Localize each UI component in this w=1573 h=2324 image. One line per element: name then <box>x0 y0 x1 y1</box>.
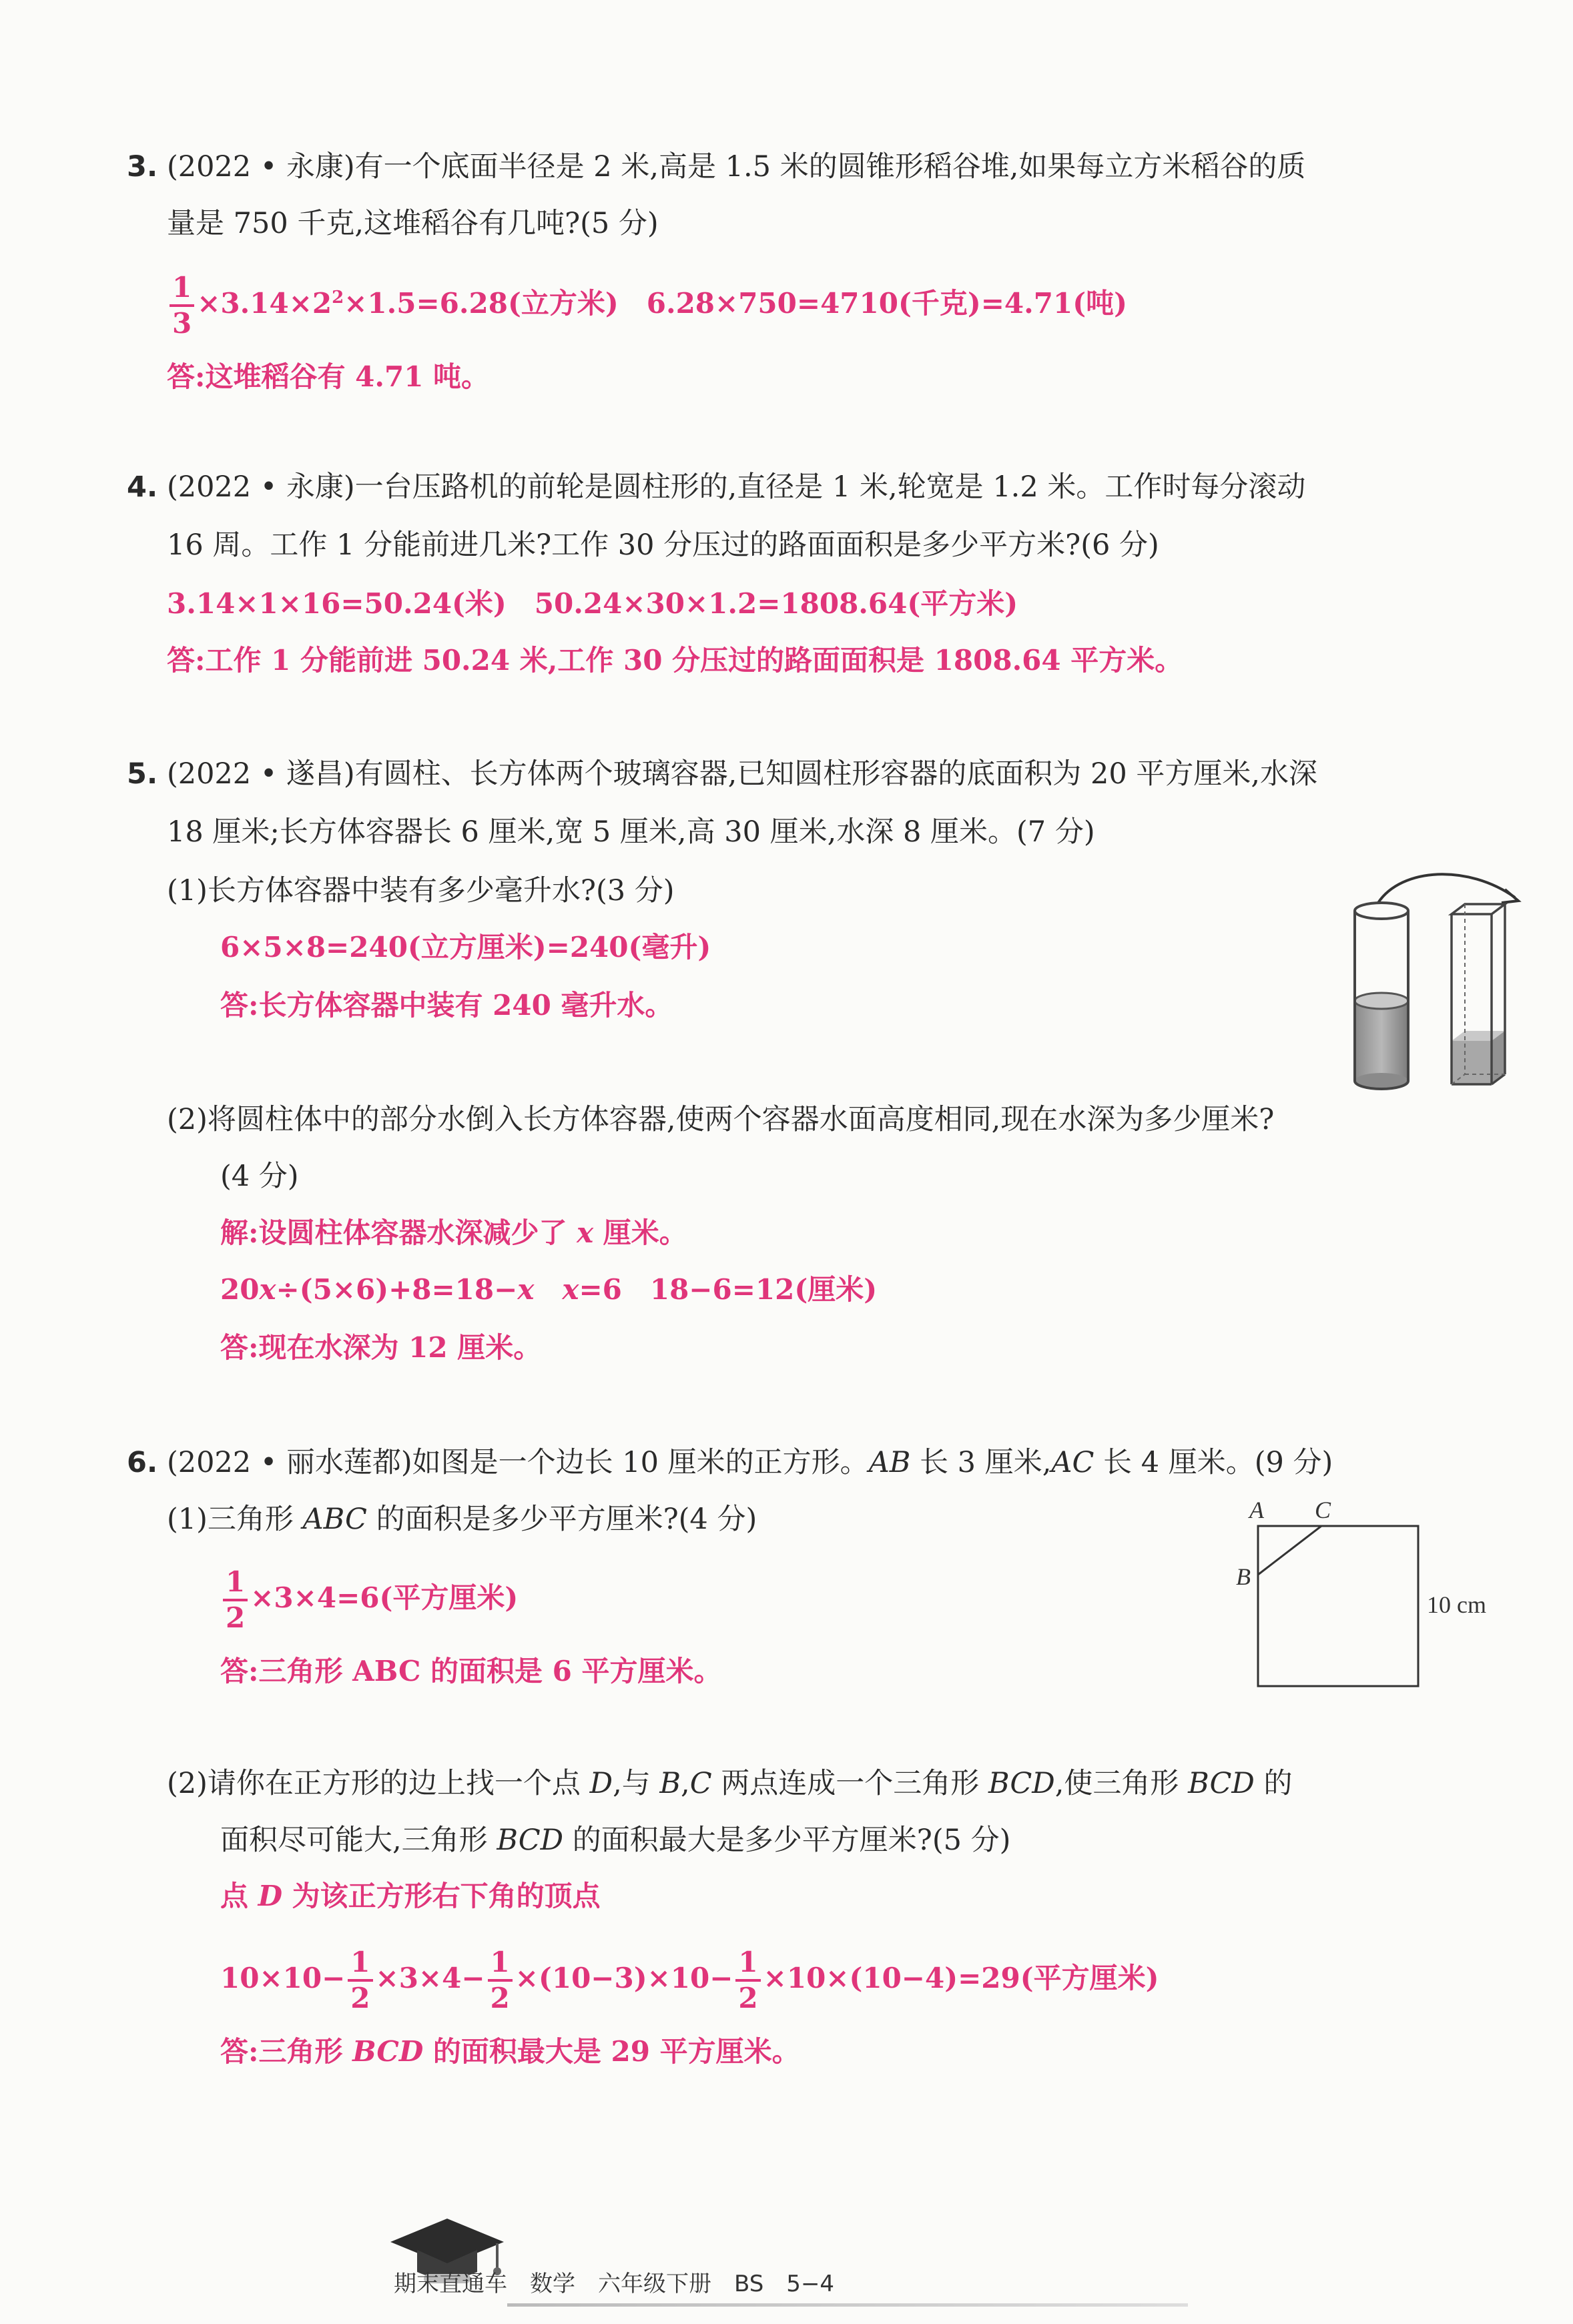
question-number: 3. <box>127 150 158 183</box>
label-a: A <box>1249 1497 1264 1523</box>
answer: 答:三角形 ABC 的面积是 6 平方厘米。 <box>220 1655 722 1687</box>
fraction: $\frac{1}{2}$ <box>223 1568 248 1632</box>
calculation: 6×5×8=240(立方厘米)=240(毫升) <box>220 931 711 963</box>
question-text: 量是 750 千克,这堆稻谷有几吨?(5 分) <box>167 207 659 240</box>
footer-text: 期末直通车 数学 六年级下册 BS 5−4 <box>394 2271 835 2297</box>
containers-figure <box>1341 864 1542 1091</box>
fraction: $\frac{1}{2}$ <box>348 1948 372 2012</box>
question-text: (2022 • 永康)一台压路机的前轮是圆柱形的,直径是 1 米,轮宽是 1.2 米。工作时每分滚动 <box>166 470 1306 504</box>
pour-arrow <box>1378 874 1515 903</box>
fraction: $\frac{1}{2}$ <box>488 1948 513 2012</box>
question-number: 5. <box>127 757 158 791</box>
sub-question-2-line-2: 面积尽可能大,三角形 BCD 的面积最大是多少平方厘米?(5 分) <box>220 1824 1011 1857</box>
segment-bc <box>1258 1526 1321 1575</box>
question-text: (2022 • 遂昌)有圆柱、长方体两个玻璃容器,已知圆柱形容器的底面积为 20 平方厘米,水深 <box>166 757 1318 791</box>
question-text: (2022 • 永康)有一个底面半径是 2 米,高是 1.5 米的圆锥形稻谷堆,如果每立方米稻谷的质 <box>166 150 1306 183</box>
answer: 答:长方体容器中装有 240 毫升水。 <box>220 989 673 1022</box>
question-text: 18 厘米;长方体容器长 6 厘米,宽 5 厘米,高 30 厘米,水深 8 厘米。(7 分) <box>167 815 1095 849</box>
sub-question-1: (1)三角形 ABC 的面积是多少平方厘米?(4 分) <box>167 1503 757 1536</box>
fraction: $\frac{1}{2}$ <box>735 1948 760 2012</box>
answer: 答:这堆稻谷有 4.71 吨。 <box>167 360 490 393</box>
fraction: $\frac{1}{3}$ <box>170 274 194 338</box>
question-number: 6. <box>127 1446 158 1479</box>
sub-question-2: (2)将圆柱体中的部分水倒入长方体容器,使两个容器水面高度相同,现在水深为多少厘米? <box>167 1103 1275 1136</box>
cuboid-container <box>1452 904 1505 1084</box>
label-b: B <box>1236 1563 1251 1590</box>
calculation: $\frac{1}{2}$ ×3×4=6(平方厘米) <box>220 1568 518 1632</box>
calculation: 3.14×1×16=50.24(米) 50.24×30×1.2=1808.64(平方米) <box>167 587 1018 620</box>
calculation: 10×10− $\frac{1}{2}$ ×3×4− $\frac{1}{2}$ ×(10−3)×10− $\frac{1}{2}$ ×10×(10−4)=29(平方厘米) <box>220 1946 1159 2014</box>
answer: 答:工作 1 分能前进 50.24 米,工作 30 分压过的路面面积是 1808.64 平方米。 <box>167 644 1183 677</box>
square <box>1258 1526 1418 1686</box>
answer: 答:现在水深为 12 厘米。 <box>220 1331 542 1364</box>
sub-question-2: (2)请你在正方形的边上找一个点 D,与 B,C 两点连成一个三角形 BCD,使三角形 BCD 的 <box>167 1767 1293 1800</box>
question-text: 16 周。工作 1 分能前进几米?工作 30 分压过的路面面积是多少平方米?(6 分) <box>167 528 1159 562</box>
sub-question-1: (1)长方体容器中装有多少毫升水?(3 分) <box>167 874 675 907</box>
solution-setup: 解:设圆柱体容器水深减少了 x 厘米。 <box>220 1216 687 1249</box>
footer-rule <box>507 2303 1188 2307</box>
calculation: $\frac{1}{3}$ $\times 3.14\times 2^2\times 1.5=6.28$(立方米) 6.28×750=4710(千克)=4.71(吨) <box>167 274 1127 338</box>
point-d-note: 点 D 为该正方形右下角的顶点 <box>220 1880 601 1912</box>
square-figure <box>1228 1491 1508 1705</box>
label-c: C <box>1315 1497 1331 1523</box>
answer: 答:三角形 BCD 的面积最大是 29 平方厘米。 <box>220 2035 800 2068</box>
sub-question-2-score: (4 分) <box>220 1160 299 1193</box>
equation: 20x÷(5×6)+8=18−x x=6 18−6=12(厘米) <box>220 1273 878 1306</box>
page: 3. (2022 • 永康)有一个底面半径是 2 米,高是 1.5 米的圆锥形稻谷堆,如果每立方米稻谷的质 量是 750 千克,这堆稻谷有几吨?(5 分) $\frac{1}{3}$ $\times 3.14\times 2^2\times 1.5=6.28$(立方米) 6.28×750=4710(千克)=4.71(吨) 答:这堆稻谷有 4.71 吨。 4. (2022 • 永康)一台压路机的前轮是圆柱形的,直径是 1 米,轮宽是 1.2 米。工作时每分滚动 16 周。工作 1 分能前进几米?工作 30 分压过的路面面积是多少平方米?(6 分) 3.14×1×16=50.24(米) 50.24×30×1.2=1808.64(平方米) 答:工作 1 分能前进 50.24 米,工作 30 分压过的路面面积是 1808.64 平方米。 5. (2022 • 遂昌)有圆柱、长方体两个玻璃容器,已知圆柱形容器的底面积为 20 平方厘米,水深 18 厘米;长方体容器长 6 厘米,宽 5 厘米,高 30 厘米,水深 8 厘米。(7 分) (1)长方体容器中装有多少毫升水?(3 分) 6×5×8=240(立方厘米)=240(毫升) 答:长方体容器中装有 240 毫升水。 (2)将圆柱体中的部分水倒入长方体容器,使两个容器水面高度相同,现在水深为多少厘米? (4 分) 解:设圆柱体容器水深减少了 x 厘米。 20x÷(5×6)+8=18−x x=6 18−6=12(厘米) 答:现在水深为 12 厘米。 6. (2022 • 丽水莲都)如图是一个边长 10 厘米的正方形。AB 长 3 厘米,AC 长 4 厘米。(9 分) (1)三角形 ABC 的面积是多少平方厘米?(4 分) $\frac{1}{2}$ ×3×4=6(平方厘米) 答:三角形 ABC 的面积是 6 平方厘米。 (2)请你在正方形的边上找一个点 D,与 B,C 两点连成一个三角形 BCD,使三角形 BCD 的 面积尽可能大,三角形 BCD 的面积最大是多少平方厘米?(5 分) 点 D 为该正方形右下角的顶点 10×10− $\frac{1}{2}$ ×3×4− $\frac{1}{2}$ ×(10−3)×10− $\frac{1}{2}$ ×10×(10−4)=29(平方厘米) 答:三角形 BCD 的面积最大是 29 平方厘米。 A C B 10 cm 期末直通车 数学 六年级下册 BS 5−4 <box>0 0 1573 2324</box>
cylinder-container <box>1355 903 1408 1089</box>
question-number: 4. <box>127 470 158 504</box>
label-side-length: 10 cm <box>1427 1591 1486 1618</box>
